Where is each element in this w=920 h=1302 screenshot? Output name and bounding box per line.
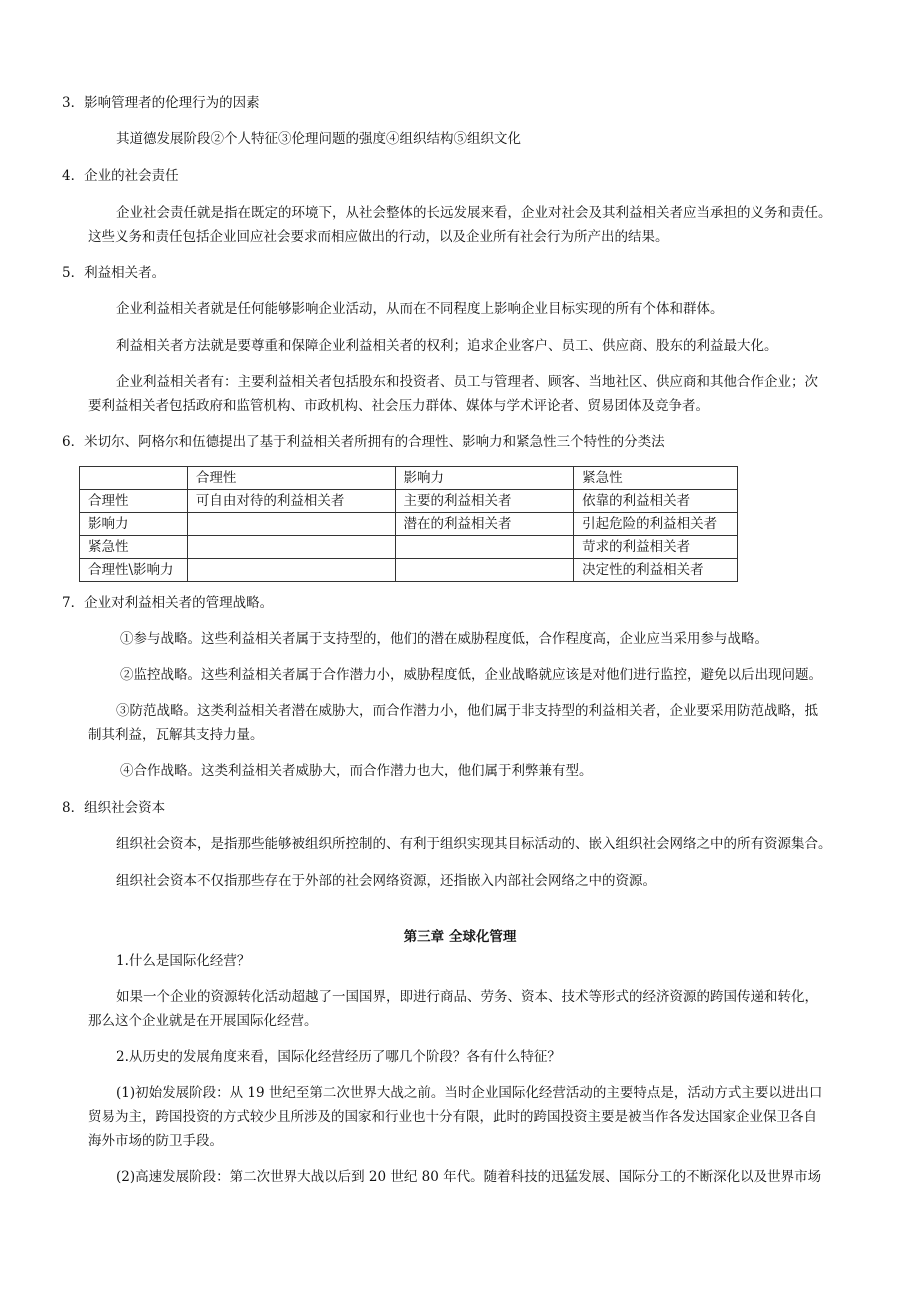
table-cell: 引起危险的利益相关者 (574, 513, 738, 536)
section-3-heading: 3．影响管理者的伦理行为的因素 (62, 95, 260, 111)
chapter-3-title: 第三章 全球化管理 (403, 929, 517, 945)
table-cell (395, 536, 574, 559)
table-row (80, 513, 738, 536)
chapter-3-stage-1-line-2: 贸易为主，跨国投资的方式较少且所涉及的国家和行业也十分有限，此时的跨国投资主要是被当作各发达国家企业保卫各自 (88, 1109, 817, 1125)
chapter-3-stage-2-line-1: (2)高速发展阶段：第二次世界大战以后到 20 世纪 80 年代。随着科技的迅猛发展、国际分工的不断深化以及世界市场 (116, 1169, 822, 1185)
table-cell: 依靠的利益相关者 (574, 490, 738, 513)
table-cell: 潜在的利益相关者 (395, 513, 574, 536)
table-cell: 苛求的利益相关者 (574, 536, 738, 559)
table-cell: 合理性 (187, 467, 395, 490)
table-header-row (80, 467, 738, 490)
table-cell: 影响力 (80, 513, 188, 536)
section-4-body-line-1: 企业社会责任就是指在既定的环境下，从社会整体的长远发展来看，企业对社会及其利益相关者应当承担的义务和责任。 (116, 205, 832, 221)
section-7-item-2: ②监控战略。这些利益相关者属于合作潜力小，威胁程度低，企业战略就应该是对他们进行监控，避免以后出现问题。 (120, 667, 822, 683)
section-8-body-2: 组织社会资本不仅指那些存在于外部的社会网络资源，还指嵌入内部社会网络之中的资源。 (116, 873, 656, 889)
table-cell: 可自由对待的利益相关者 (187, 490, 395, 513)
section-7-heading: 7．企业对利益相关者的管理战略。 (62, 595, 274, 611)
section-5-body-1: 企业利益相关者就是任何能够影响企业活动，从而在不同程度上影响企业目标实现的所有个体和群体。 (116, 301, 724, 317)
table-cell (80, 467, 188, 490)
chapter-3-stage-1-line-3: 海外市场的防卫手段。 (88, 1133, 223, 1149)
chapter-3-stage-1-line-1: (1)初始发展阶段：从 19 世纪至第二次世界大战之前。当时企业国际化经营活动的主要特点是，活动方式主要以进出口 (116, 1085, 823, 1101)
table-cell: 紧急性 (574, 467, 738, 490)
table-cell: 决定性的利益相关者 (574, 559, 738, 582)
section-5-body-2: 利益相关者方法就是要尊重和保障企业利益相关者的权利；追求企业客户、员工、供应商、股东的利益最大化。 (116, 338, 778, 354)
section-5-body-3-line-1: 企业利益相关者有：主要利益相关者包括股东和投资者、员工与管理者、顾客、当地社区、供应商和其他合作企业；次 (116, 374, 818, 390)
table-cell: 合理性\影响力 (80, 559, 188, 582)
table-row (80, 536, 738, 559)
chapter-3-question-1: 1.什么是国际化经营？ (116, 953, 251, 969)
section-5-body-3-line-2: 要利益相关者包括政府和监管机构、市政机构、社会压力群体、媒体与学术评论者、贸易团体及竞争者。 (88, 398, 709, 414)
section-3-body: 其道德发展阶段②个人特征③伦理问题的强度④组织结构⑤组织文化 (116, 131, 521, 147)
table-cell: 合理性 (80, 490, 188, 513)
table-row (80, 490, 738, 513)
table-row (80, 559, 738, 582)
table-cell (187, 559, 395, 582)
section-6-heading: 6．米切尔、阿格尔和伍德提出了基于利益相关者所拥有的合理性、影响力和紧急性三个特性的分类法 (62, 434, 665, 450)
table-cell: 影响力 (395, 467, 574, 490)
section-5-heading: 5．利益相关者。 (62, 265, 166, 281)
section-4-body-line-2: 这些义务和责任包括企业回应社会要求而相应做出的行动，以及企业所有社会行为所产出的结果。 (88, 229, 669, 245)
section-4-heading: 4．企业的社会责任 (62, 168, 179, 184)
section-8-body-1: 组织社会资本，是指那些能够被组织所控制的、有利于组织实现其目标活动的、嵌入组织社会网络之中的所有资源集合。 (116, 836, 832, 852)
section-7-item-1: ①参与战略。这些利益相关者属于支持型的，他们的潜在威胁程度低，合作程度高，企业应当采用参与战略。 (120, 631, 768, 647)
section-8-heading: 8．组织社会资本 (62, 800, 166, 816)
stakeholder-classification-table (79, 466, 738, 582)
table-cell (395, 559, 574, 582)
table-cell (187, 536, 395, 559)
section-7-item-4: ④合作战略。这类利益相关者威胁大，而合作潜力也大，他们属于利弊兼有型。 (120, 763, 593, 779)
chapter-3-answer-1-line-1: 如果一个企业的资源转化活动超越了一国国界，即进行商品、劳务、资本、技术等形式的经济资源的跨国传递和转化， (116, 989, 818, 1005)
section-7-item-3-line-1: ③防范战略。这类利益相关者潜在威胁大，而合作潜力小，他们属于非支持型的利益相关者，企业要采用防范战略，抵 (116, 703, 818, 719)
table-cell: 主要的利益相关者 (395, 490, 574, 513)
table-cell (187, 513, 395, 536)
chapter-3-question-2: 2.从历史的发展角度来看，国际化经营经历了哪几个阶段？各有什么特征？ (116, 1049, 561, 1065)
chapter-3-answer-1-line-2: 那么这个企业就是在开展国际化经营。 (88, 1013, 318, 1029)
section-7-item-3-line-2: 制其利益，瓦解其支持力量。 (88, 727, 264, 743)
table-cell: 紧急性 (80, 536, 188, 559)
